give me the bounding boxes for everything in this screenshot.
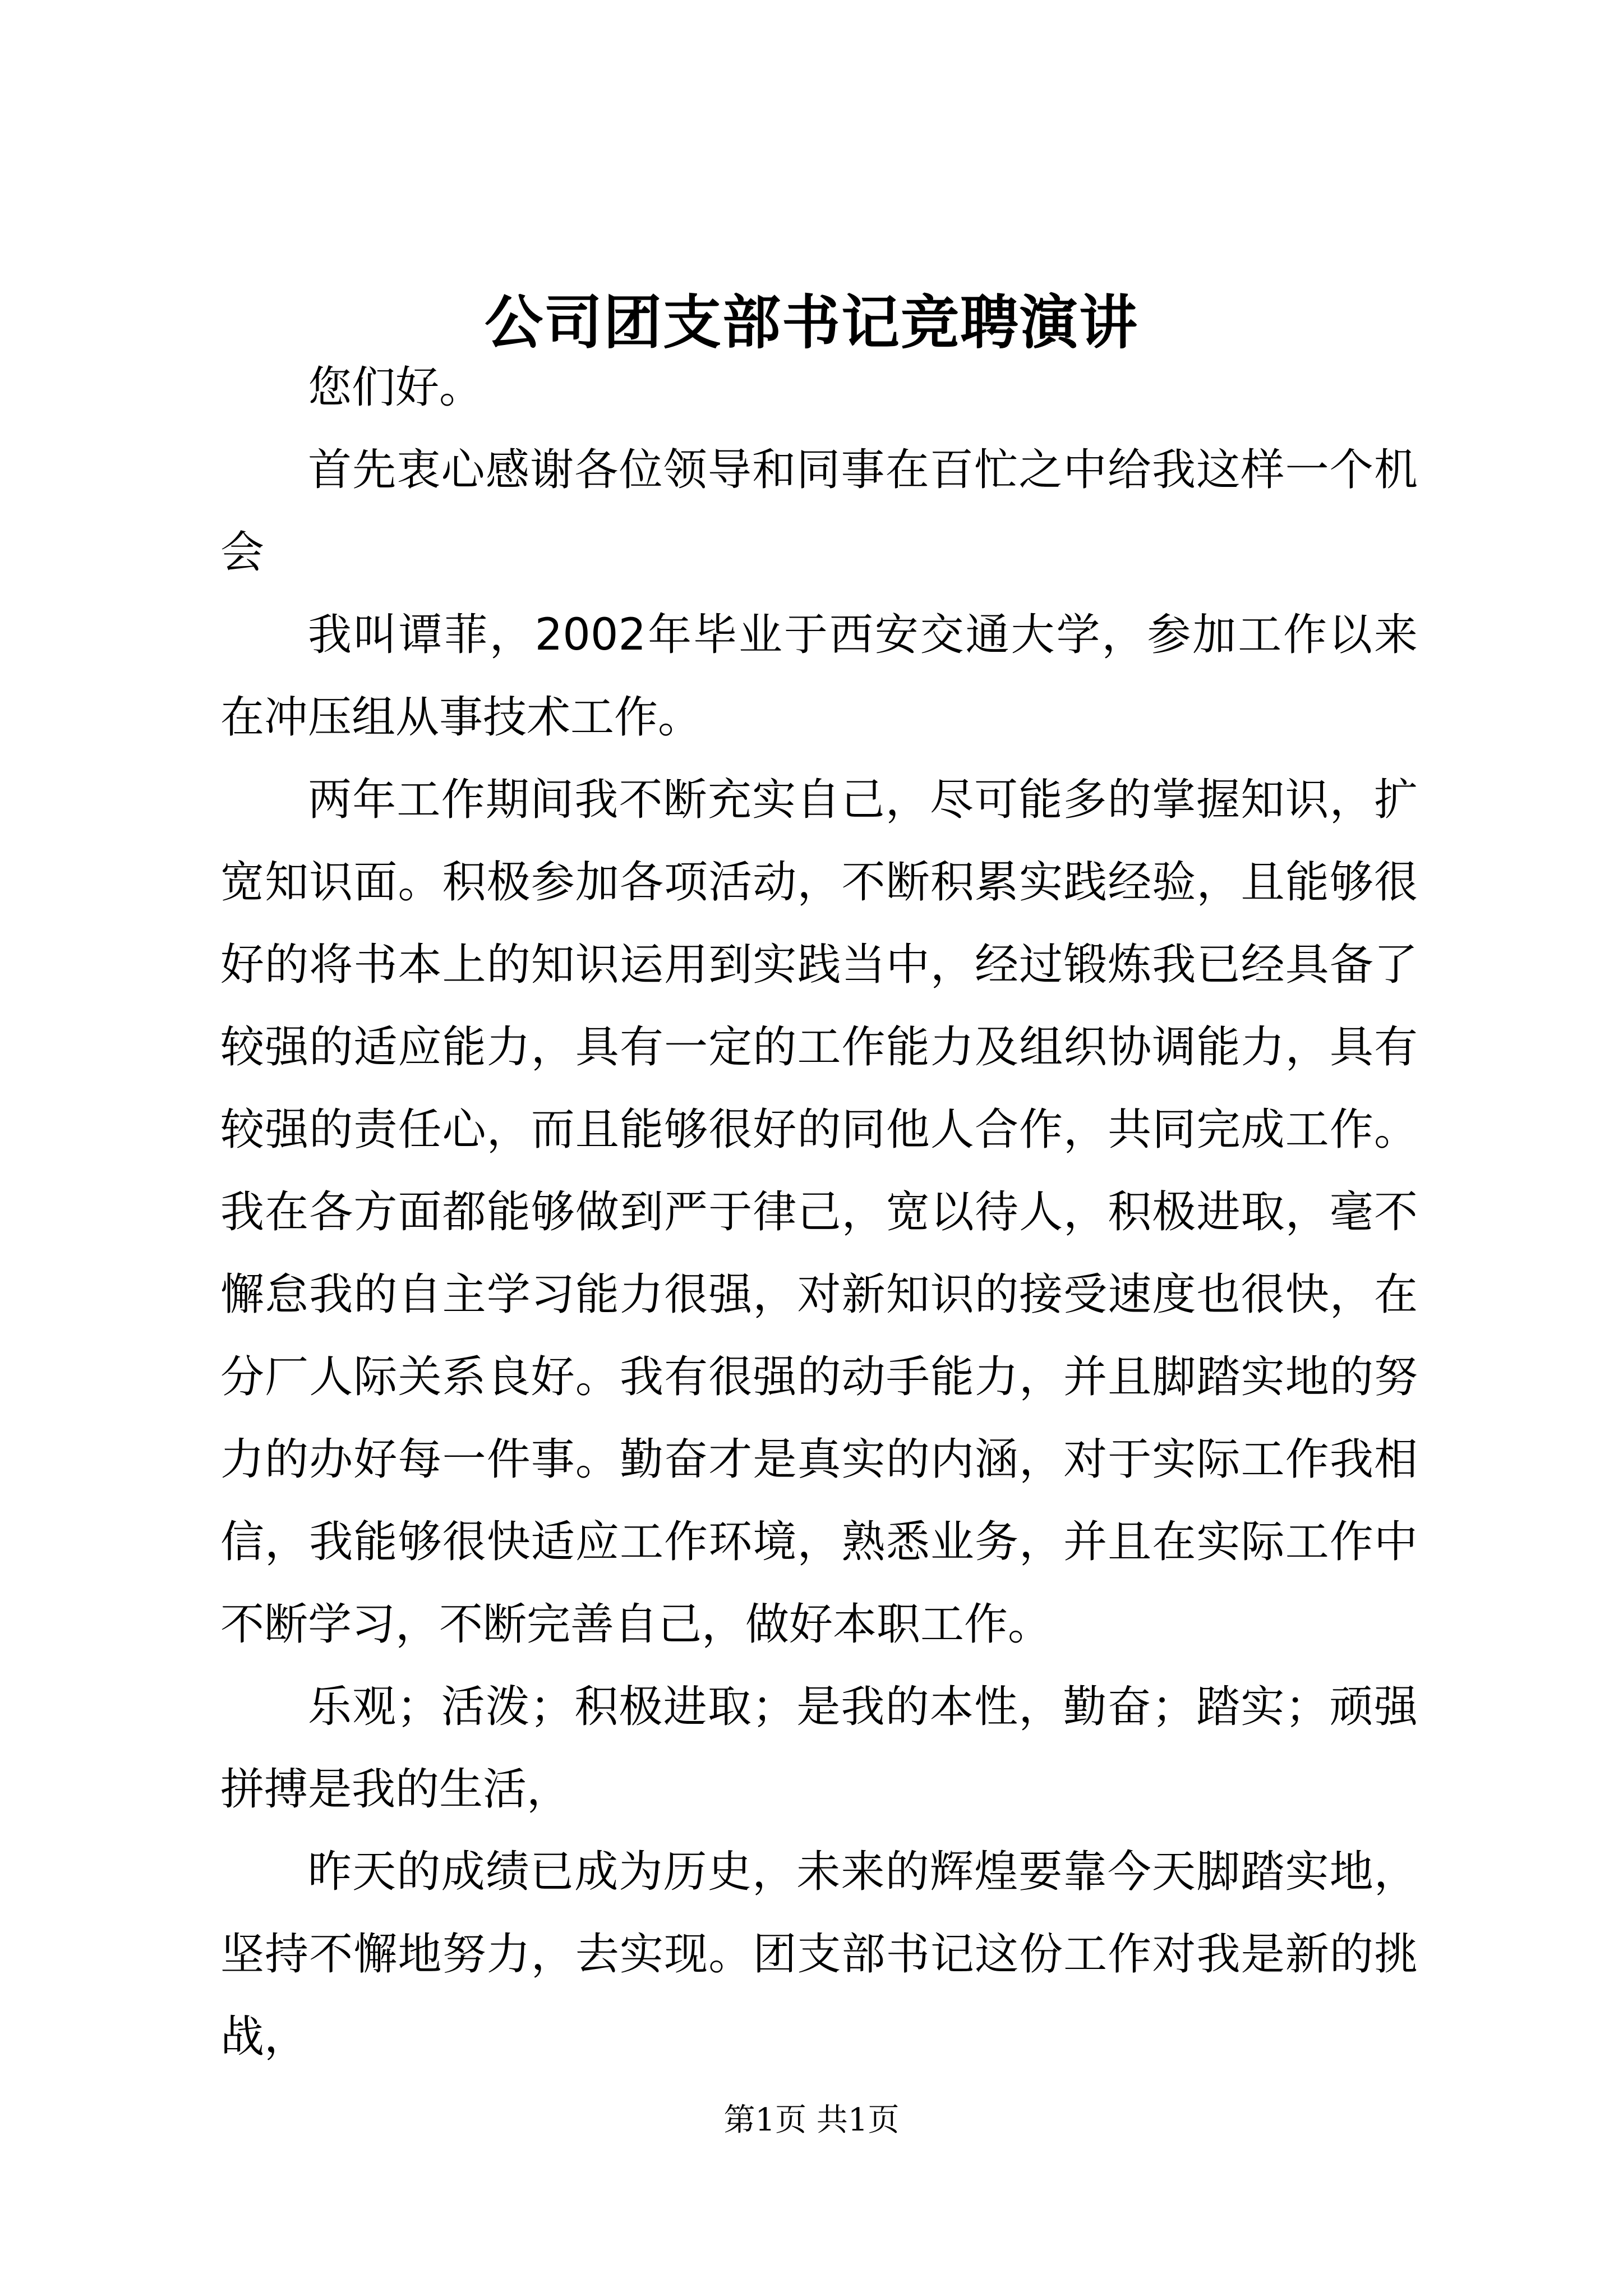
paragraph-greeting: 您们好。 bbox=[308, 362, 483, 413]
paragraph-future: 昨天的成绩已成为历史，未来的辉煌要靠今天脚踏实地，坚持不懈地努力，去实现。团支部书记这份工作对我是新的挑战， bbox=[220, 1847, 1418, 2062]
document-title: 公司团支部书记竞聘演讲 bbox=[484, 288, 1138, 357]
paragraph-experience: 两年工作期间我不断充实自己，尽可能多的掌握知识，扩宽知识面。积极参加各项活动，不断积累实践经验，且能够很好的将书本上的知识运用到实践当中，经过锻炼我已经具备了较强的适应能力，具有一定的工作能力及组织协调能力，具有较强的责任心，而且能够很好的同他人合作，共同完成工作。我在各方面都能够做到严于律己，宽以待人，积极进取，毫不懈怠我的自主学习能力很强，对新知识的接受速度也很快，在分厂人际关系良好。我有很强的动手能力，并且脚踏实地的努力的办好每一件事。勤奋才是真实的内涵，对于实际工作我相信，我能够很快适应工作环境，熟悉业务，并且在实际工作中不断学习，不断完善自己，做好本职工作。 bbox=[220, 775, 1418, 1650]
paragraph-character: 乐观；活泼；积极进取；是我的本性，勤奋；踏实；顽强拼搏是我的生活， bbox=[220, 1682, 1418, 1815]
document-body bbox=[220, 347, 1418, 2078]
paragraph-thanks: 首先衷心感谢各位领导和同事在百忙之中给我这样一个机会 bbox=[220, 445, 1418, 578]
page-footer: 第1页 共1页 bbox=[723, 2102, 900, 2138]
paragraph-introduction: 我叫谭菲，2002年毕业于西安交通大学，参加工作以来在冲压组从事技术工作。 bbox=[220, 610, 1418, 743]
